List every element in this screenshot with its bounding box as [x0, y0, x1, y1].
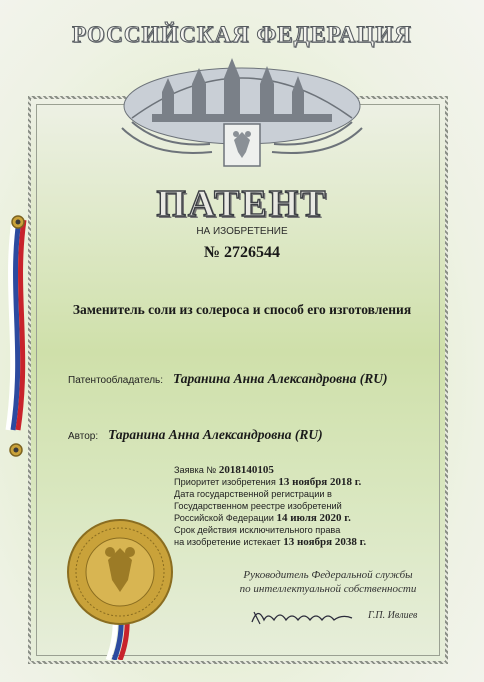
signatory-position: [228, 568, 428, 596]
term-line-1: Срок действия исключительного права: [174, 525, 341, 535]
signatory-name: Г.П. Ивлиев: [368, 610, 418, 621]
registration-line-2: Государственном реестре изобретений: [174, 501, 342, 511]
invention-name: Заменитель соли из солероса и способ его изготовления: [72, 302, 412, 317]
priority-line: [174, 476, 434, 488]
priority-label: Приоритет изобретения: [174, 477, 276, 487]
application-value: 2018140105: [218, 464, 274, 476]
term-value: 13 ноября 2038 г.: [283, 536, 367, 548]
term-label: на изобретение истекает: [174, 537, 281, 547]
term-line-2: [174, 536, 434, 548]
signatory-position-line-2: по интеллектуальной собственности: [239, 583, 417, 595]
priority-value: 13 ноября 2018 г.: [278, 476, 362, 488]
author-value: Таранина Анна Александровна (RU): [108, 427, 323, 442]
tricolor-ribbon-icon: [0, 210, 60, 470]
signature-icon: [248, 604, 358, 630]
patent-subtitle: НА ИЗОБРЕТЕНИЕ: [196, 226, 288, 237]
holder-label: Патентообладатель:: [68, 375, 164, 386]
author-label: Автор:: [68, 431, 99, 442]
registration-line-3: [174, 512, 434, 524]
application-label: Заявка №: [174, 465, 217, 475]
registration-label: Российской Федерации: [174, 513, 274, 523]
patent-number: № 2726544: [203, 244, 281, 261]
patent-title: ПАТЕНТ: [156, 183, 328, 225]
registration-line-1: Дата государственной регистрации в: [174, 489, 332, 499]
application-line: [174, 464, 434, 476]
registration-details: [174, 464, 434, 548]
registration-value: 14 июля 2020 г.: [276, 512, 351, 524]
holder-row: [68, 370, 388, 388]
signatory-position-line-1: Руководитель Федеральной службы: [243, 569, 413, 581]
country-title: РОССИЙСКАЯ ФЕДЕРАЦИЯ: [72, 22, 412, 47]
author-row: [68, 426, 323, 444]
gold-seal-icon: [58, 510, 188, 660]
holder-value: Таранина Анна Александровна (RU): [173, 371, 388, 386]
kremlin-emblem-icon: [92, 48, 392, 176]
